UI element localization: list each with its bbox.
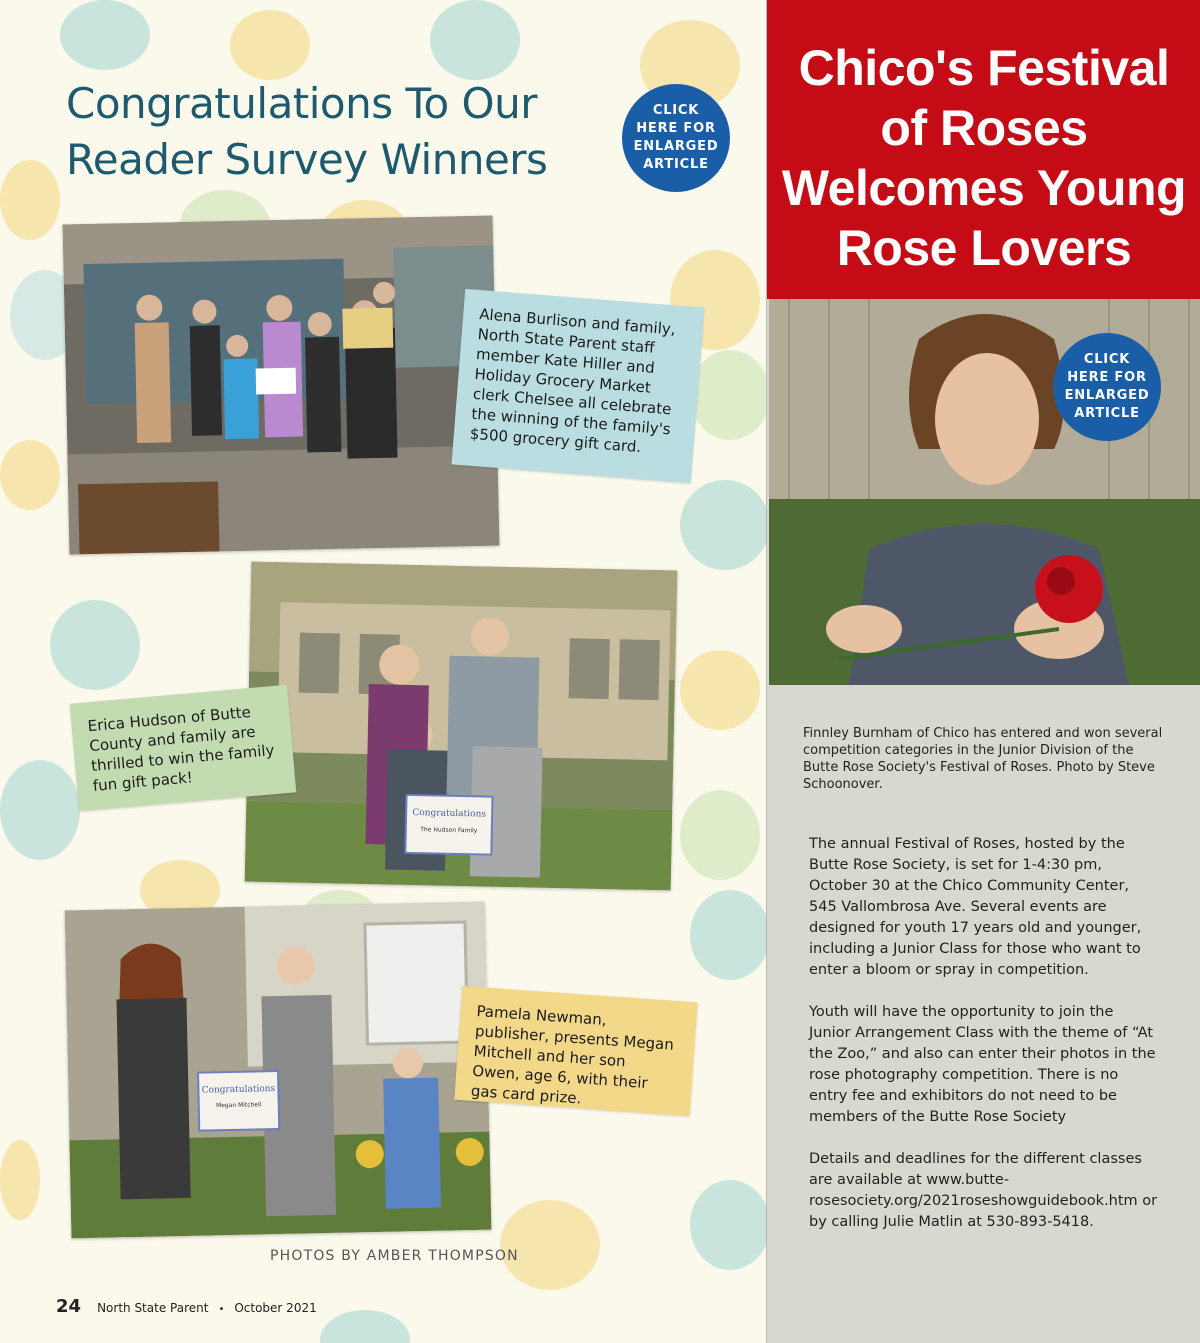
caption-text: Pamela Newman, publisher, presents Megan Mitchell and her son Owen, age 6, with their gas card prize. xyxy=(470,1001,675,1108)
photo-newman-mitchell xyxy=(65,902,492,1239)
issue-date: October 2021 xyxy=(234,1301,317,1315)
article-paragraph: Details and deadlines for the different classes are available at www.butte-rosesociety.org/2021roseshowguidebook.htm or by calling Julie Matlin at 530-893-5418. xyxy=(809,1151,1158,1230)
decor-dot xyxy=(430,0,520,80)
decor-dot xyxy=(50,600,140,690)
photo-credit: PHOTOS BY AMBER THOMPSON xyxy=(270,1248,519,1264)
decor-dot xyxy=(0,760,80,860)
photo-hudson-family xyxy=(245,562,678,891)
caption-card-hudson xyxy=(70,685,297,812)
decor-dot xyxy=(690,890,766,980)
article-title: Chico's Festival of Roses Welcomes Young Rose Lovers xyxy=(781,40,1187,276)
caption-card-grocery xyxy=(451,289,704,483)
decor-dot xyxy=(0,1140,40,1220)
decor-dot xyxy=(0,160,60,240)
certificate-name: Megan Mitchell xyxy=(215,1101,262,1110)
decor-dot xyxy=(680,650,760,730)
right-page xyxy=(766,0,1200,1343)
decor-dot xyxy=(680,480,766,570)
enlarge-article-button[interactable]: CLICK HERE FOR ENLARGED ARTICLE xyxy=(1053,333,1161,441)
caption-text: Erica Hudson of Butte County and family are thrilled to win the family fun gift pack! xyxy=(86,702,276,795)
decor-dot xyxy=(500,1200,600,1290)
certificate-title: Congratulations xyxy=(412,808,487,820)
decor-dot xyxy=(230,10,310,80)
publication-name: North State Parent xyxy=(97,1301,209,1315)
article-body xyxy=(809,834,1159,1254)
page-footer xyxy=(56,1296,317,1317)
photo-caption: Finnley Burnham of Chico has entered and won several competition categories in the Junior Division of the Butte Rose Society's Festival of Roses. Photo by Steve Schoonover. xyxy=(803,726,1163,792)
decor-dot xyxy=(690,1180,766,1270)
decor-dot xyxy=(680,790,760,880)
decor-dot xyxy=(60,0,150,70)
caption-card-newman xyxy=(454,986,697,1116)
article-paragraph: Youth will have the opportunity to join the Junior Arrangement Class with the theme of “At the Zoo,” and also can enter their photos in the rose photography competition. There is no entry fee and exhibitors do not need to be members of the Butte Rose Society xyxy=(809,1004,1156,1125)
page-headline: Congratulations To Our Reader Survey Winners xyxy=(66,79,548,184)
certificate-title: Congratulations xyxy=(201,1084,276,1096)
certificate-name: The Hudson Family xyxy=(420,826,478,835)
page-number: 24 xyxy=(56,1296,82,1317)
caption-text: Alena Burlison and family, North State Parent staff member Kate Hiller and Holiday Grocery Market clerk Chelsee all celebrate the winning of the family's $500 grocery gift card. xyxy=(469,305,677,457)
decor-dot xyxy=(0,440,60,510)
enlarge-article-button[interactable]: CLICK HERE FOR ENLARGED ARTICLE xyxy=(622,84,730,192)
photo-grocery-family xyxy=(63,216,500,555)
article-paragraph: The annual Festival of Roses, hosted by the Butte Rose Society, is set for 1-4:30 pm, October 30 at the Chico Community Center, 545 Vallombrosa Ave. Several events are designed for youth 17 years old and younger, including a Junior Class for those who want to enter a bloom or spray in competition. xyxy=(809,836,1142,978)
decor-dot xyxy=(690,350,766,440)
article-banner xyxy=(767,0,1200,299)
decor-dot xyxy=(320,1310,410,1343)
footer-separator: • xyxy=(218,1304,225,1315)
